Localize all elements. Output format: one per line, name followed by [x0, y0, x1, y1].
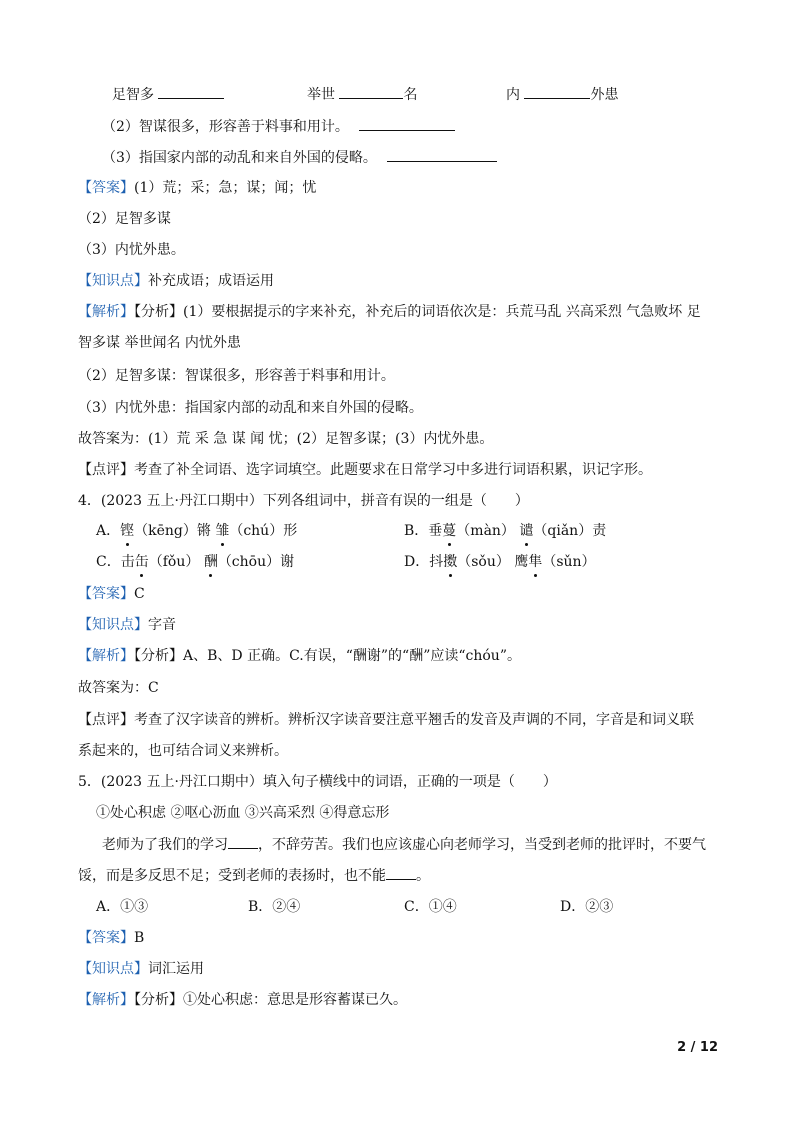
fill-row-b — [307, 84, 417, 105]
q5-knowledge-point: 【知识点】词汇运用 — [78, 961, 204, 977]
q5-answer: 【答案】B — [78, 930, 145, 946]
q3-comment: 【点评】考查了补全词语、选字词填空。此题要求在日常学习中多进行词语积累，识记字形。 — [78, 462, 652, 478]
q5-choice-a: A．①③ — [96, 899, 149, 915]
fill-prefix: 举世 — [307, 87, 335, 103]
q5-word-options: ①处心积虑 ②呕心沥血 ③兴高采烈 ④得意忘形 — [96, 805, 390, 821]
q3-analysis-3: （3）内忧外患：指国家内部的动乱和来自外国的侵略。 — [78, 400, 423, 416]
q3-analysis-cont: 智多谋 举世闻名 内忧外患 — [78, 335, 241, 351]
q3-answer-3: （3）内忧外患。 — [78, 242, 185, 258]
fill-prefix: 足智多 — [112, 87, 154, 103]
answer-blank — [386, 865, 416, 880]
q5-choice-c: C．①④ — [404, 899, 457, 915]
knowledge-tag: 【知识点】 — [78, 617, 148, 633]
q3-answer: 【答案】(1）荒；采；急；谋；闻；忧 — [78, 180, 317, 196]
answer-blank — [339, 84, 403, 99]
answer-blank — [228, 834, 258, 849]
answer-blank — [387, 147, 497, 162]
q4-comment-cont: 系起来的，也可结合词义来辨析。 — [78, 743, 288, 759]
q4-final-answer: 故答案为：C — [78, 680, 159, 696]
analysis-tag: 【解析】 — [78, 648, 134, 664]
q4-option-d: D．抖擞（sǒu） 鹰隼（sǔn） — [404, 554, 596, 570]
knowledge-tag: 【知识点】 — [78, 961, 148, 977]
q3-answer-2: （2）足智多谋 — [78, 211, 171, 227]
page-number: 2 / 12 — [677, 1040, 718, 1055]
q4-comment: 【点评】考查了汉字读音的辨析。辨析汉字读音要注意平翘舌的发音及声调的不同，字音是和词义联 — [78, 712, 694, 728]
fill-suffix: 外患 — [590, 87, 619, 103]
answer-blank — [524, 84, 590, 99]
fill-row-a — [112, 84, 224, 105]
q3-analysis-2: （2）足智多谋：智谋很多，形容善于料事和用计。 — [78, 368, 395, 384]
q3-final-answer: 故答案为：(1）荒 采 急 谋 闻 忧；(2）足智多谋；(3）内忧外患。 — [78, 431, 494, 447]
fill-row-c — [506, 84, 618, 105]
q4-answer: 【答案】C — [78, 586, 145, 602]
q4-option-b: B．垂蔓（màn） 谴（qiǎn）责 — [404, 523, 607, 539]
q5-analysis: 【解析】【分析】①处心积虑：意思是形容蓄谋已久。 — [78, 992, 407, 1008]
comment-tag: 【点评】 — [78, 712, 134, 728]
q5-passage: 老师为了我们的学习 ，不辞劳苦。我们也应该虚心向老师学习，当受到老师的批评时，不要气 — [102, 834, 706, 855]
fill-suffix: 名 — [403, 87, 418, 103]
analysis-tag: 【解析】 — [78, 992, 134, 1008]
q3-prompt-3: （3）指国家内部的动乱和来自外国的侵略。 — [102, 147, 497, 168]
fill-prefix: 内 — [506, 87, 520, 103]
q4-analysis: 【解析】【分析】A、B、D 正确。C.有误，“酬谢”的“酬”应读“chóu”。 — [78, 648, 521, 664]
q4-stem: 4．(2023 五上·丹江口期中）下列各组词中，拼音有误的一组是（ ） — [78, 493, 529, 509]
q4-option-a: A．铿（kēng）锵 雏（chú）形 — [96, 523, 298, 539]
knowledge-tag: 【知识点】 — [78, 273, 148, 289]
q3-analysis: 【解析】【分析】(1）要根据提示的字来补充，补充后的词语依次是：兵荒马乱 兴高采烈 气急败坏 足 — [78, 304, 701, 320]
q3-knowledge-point: 【知识点】补充成语；成语运用 — [78, 273, 274, 289]
answer-tag: 【答案】 — [78, 586, 134, 602]
q4-knowledge-point: 【知识点】字音 — [78, 617, 176, 633]
q5-passage-cont: 馁，而是多反思不足；受到老师的表扬时，也不能 。 — [78, 865, 430, 886]
answer-tag: 【答案】 — [78, 180, 134, 196]
analysis-tag: 【解析】 — [78, 304, 134, 320]
answer-blank — [359, 116, 455, 131]
q5-choice-d: D．②③ — [560, 899, 614, 915]
answer-tag: 【答案】 — [78, 930, 134, 946]
q4-option-c: C．击缶（fǒu） 酬（chōu）谢 — [96, 554, 295, 570]
q5-choice-b: B．②④ — [248, 899, 301, 915]
answer-blank — [158, 84, 224, 99]
q3-prompt-2: （2）智谋很多，形容善于料事和用计。 — [102, 116, 455, 137]
comment-tag: 【点评】 — [78, 462, 134, 478]
q5-stem: 5．(2023 五上·丹江口期中）填入句子横线中的词语，正确的一项是（ ） — [78, 774, 557, 790]
